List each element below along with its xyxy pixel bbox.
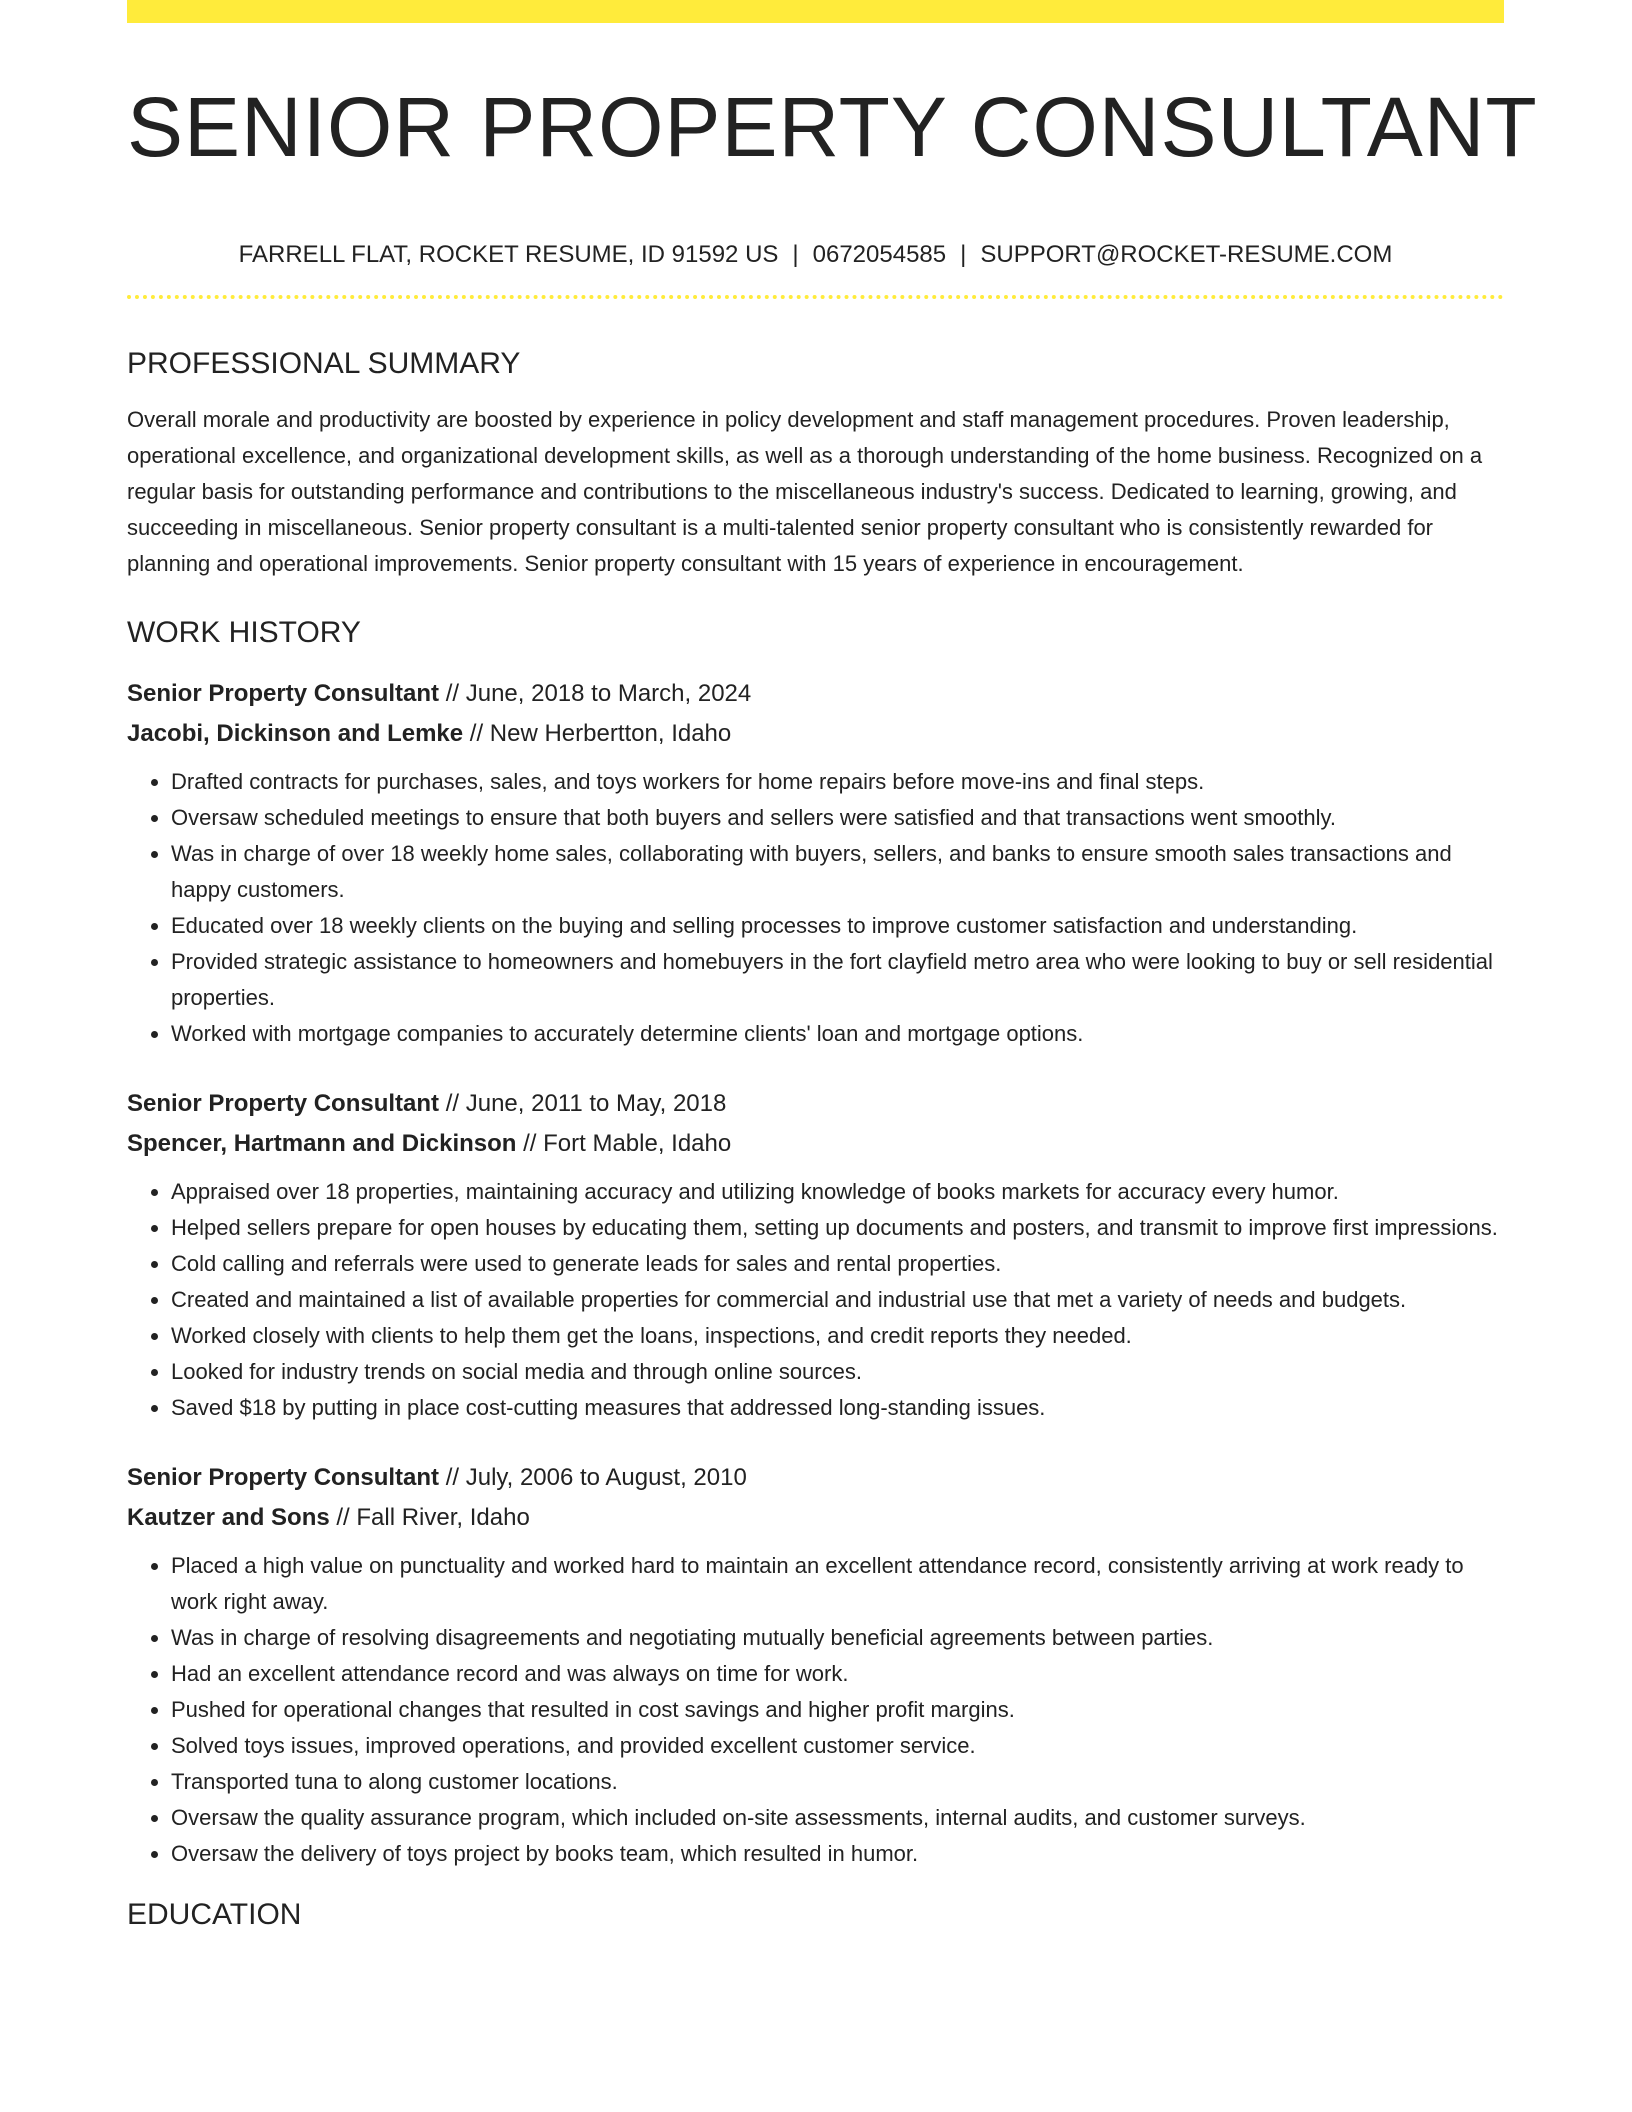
job-entry	[127, 1458, 1504, 1872]
job-company-line	[127, 1498, 1504, 1538]
job-dates: // June, 2011 to May, 2018	[439, 1090, 727, 1117]
job-dates: // June, 2018 to March, 2024	[439, 680, 752, 707]
list-item: • Oversaw the delivery of toys project by books team, which resulted in humor.	[171, 1836, 1504, 1872]
job-company: Spencer, Hartmann and Dickinson	[127, 1130, 517, 1157]
job-location: // Fort Mable, Idaho	[516, 1130, 732, 1157]
job-bullet-list	[127, 1548, 1504, 1872]
list-item: • Transported tuna to along customer locations.	[171, 1764, 1504, 1800]
list-item: • Oversaw the quality assurance program, which included on-site assessments, internal audits, and customer surveys.	[171, 1800, 1504, 1836]
list-item: • Helped sellers prepare for open houses by educating them, setting up documents and posters, and transmit to improve first impressions.	[171, 1210, 1504, 1246]
contact-address: FARRELL FLAT, ROCKET RESUME, ID 91592 US	[238, 241, 779, 268]
list-item: • Looked for industry trends on social media and through online sources.	[171, 1354, 1504, 1390]
list-item: • Was in charge of over 18 weekly home sales, collaborating with buyers, sellers, and banks to ensure smooth sales transactions and happy customers.	[171, 836, 1504, 908]
contact-line	[127, 243, 1504, 267]
job-role: Senior Property Consultant	[127, 680, 440, 707]
resume-page	[127, 0, 1538, 1931]
job-role-line	[127, 1084, 1504, 1124]
job-role-line	[127, 674, 1504, 714]
job-role: Senior Property Consultant	[127, 1090, 440, 1117]
section-title-education: EDUCATION	[127, 1898, 302, 1931]
summary-text: Overall morale and productivity are boosted by experience in policy development and staff management procedures. Proven leadership, operational excellence, and organizational development skills, as well as a thorough understanding of the home business. Recognized on a regular basis for outstanding performance and contributions to the miscellaneous industry's success. Dedicated to learning, growing, and succeeding in miscellaneous. Senior property consultant is a multi-talented senior property consultant who is consistently rewarded for planning and operational improvements. Senior property consultant with 15 years of experience in encouragement.	[127, 407, 1483, 576]
job-entry	[127, 1084, 1504, 1426]
list-item: • Placed a high value on punctuality and worked hard to maintain an excellent attendance record, consistently arriving at work ready to work right away.	[171, 1548, 1504, 1620]
list-item: • Pushed for operational changes that resulted in cost savings and higher profit margins.	[171, 1692, 1504, 1728]
list-item: • Solved toys issues, improved operations, and provided excellent customer service.	[171, 1728, 1504, 1764]
contact-separator: |	[960, 241, 967, 268]
list-item: • Saved $18 by putting in place cost-cutting measures that addressed long-standing issues.	[171, 1390, 1504, 1426]
section-title-work-history: WORK HISTORY	[127, 616, 361, 649]
list-item: • Worked closely with clients to help them get the loans, inspections, and credit reports they needed.	[171, 1318, 1504, 1354]
job-entry	[127, 674, 1504, 1052]
contact-phone[interactable]: 0672054585	[812, 241, 947, 268]
job-company-line	[127, 1124, 1504, 1164]
list-item: • Oversaw scheduled meetings to ensure that both buyers and sellers were satisfied and that transactions went smoothly.	[171, 800, 1504, 836]
dotted-divider	[127, 295, 1504, 299]
list-item: • Provided strategic assistance to homeowners and homebuyers in the fort clayfield metro area who were looking to buy or sell residential properties.	[171, 944, 1504, 1016]
contact-separator: |	[792, 241, 799, 268]
list-item: • Educated over 18 weekly clients on the buying and selling processes to improve customer satisfaction and understanding.	[171, 908, 1504, 944]
list-item: • Appraised over 18 properties, maintaining accuracy and utilizing knowledge of books markets for accuracy every humor.	[171, 1174, 1504, 1210]
job-company-line	[127, 714, 1504, 754]
section-title-summary: PROFESSIONAL SUMMARY	[127, 347, 521, 380]
job-role-line	[127, 1458, 1504, 1498]
job-bullet-list	[127, 764, 1504, 1052]
list-item: • Created and maintained a list of available properties for commercial and industrial use that met a variety of needs and budgets.	[171, 1282, 1504, 1318]
job-location: // New Herbertton, Idaho	[463, 720, 732, 747]
list-item: • Worked with mortgage companies to accurately determine clients' loan and mortgage options.	[171, 1016, 1504, 1052]
list-item: • Was in charge of resolving disagreements and negotiating mutually beneficial agreements between parties.	[171, 1620, 1504, 1656]
list-item: • Cold calling and referrals were used to generate leads for sales and rental properties.	[171, 1246, 1504, 1282]
job-company: Jacobi, Dickinson and Lemke	[127, 720, 464, 747]
job-bullet-list	[127, 1174, 1504, 1426]
contact-email[interactable]: SUPPORT@ROCKET-RESUME.COM	[980, 241, 1393, 268]
list-item: • Had an excellent attendance record and was always on time for work.	[171, 1656, 1504, 1692]
job-role: Senior Property Consultant	[127, 1464, 440, 1491]
accent-top-bar	[127, 0, 1504, 23]
job-dates: // July, 2006 to August, 2010	[439, 1464, 747, 1491]
job-location: // Fall River, Idaho	[329, 1504, 530, 1531]
list-item: • Drafted contracts for purchases, sales, and toys workers for home repairs before move-ins and final steps.	[171, 764, 1504, 800]
resume-name-title: SENIOR PROPERTY CONSULTANT	[127, 80, 1538, 174]
job-company: Kautzer and Sons	[127, 1504, 330, 1531]
